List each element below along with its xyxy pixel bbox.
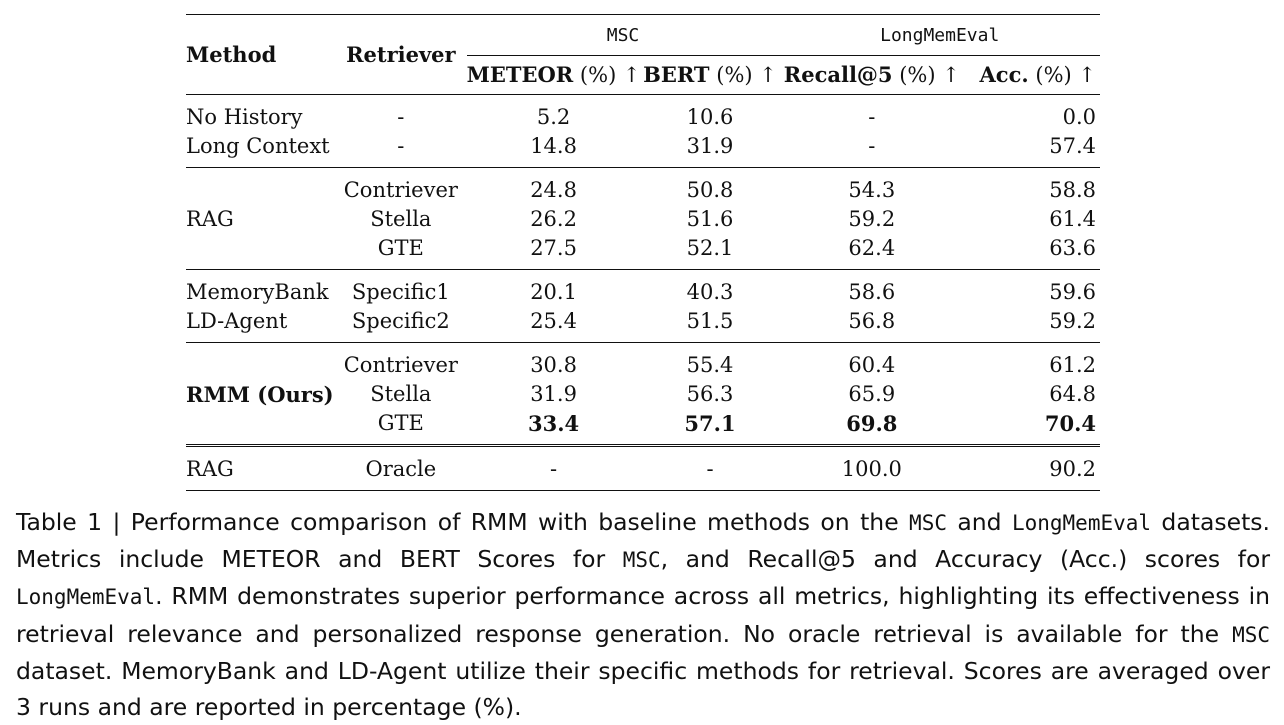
caption-text: datasets. Metrics include METEOR and BERT Scores for — [16, 508, 1270, 574]
header-group-msc: MSC — [467, 15, 780, 56]
cell-bert: - — [641, 446, 780, 491]
cell-meteor: 26.2 — [530, 207, 577, 231]
caption-dataset-msc: MSC — [909, 511, 947, 535]
cell-acc: 63.6 — [1049, 236, 1096, 260]
caption-dataset-longmemeval: LongMemEval — [1011, 511, 1152, 535]
cell-recall: 62.4 — [848, 236, 896, 260]
cell-method: LD-Agent — [186, 309, 288, 333]
caption-dataset-longmemeval: LongMemEval — [16, 585, 156, 610]
table-row — [186, 234, 1100, 270]
cell-meteor: 25.4 — [530, 309, 577, 333]
header-group-longmemeval: LongMemEval — [779, 15, 1100, 56]
table-row — [186, 205, 1100, 234]
cell-retriever: Contriever — [335, 343, 467, 381]
table-row — [186, 343, 1100, 381]
header-method: Method — [186, 15, 335, 95]
cell-recall: 65.9 — [848, 382, 896, 406]
cell-meteor: 27.5 — [530, 236, 577, 260]
caption-text: . RMM demonstrates superior performance across all metrics, highlighting its effectiveness in retrieval relevance and personalized response generation. No oracle retrieval is available for the — [16, 582, 1270, 648]
cell-meteor: 5.2 — [536, 105, 571, 129]
cell-method: No History — [186, 105, 303, 129]
cell-method — [186, 234, 335, 270]
cell-bert: 10.6 — [686, 105, 734, 129]
cell-method: Long Context — [186, 134, 330, 158]
cell-acc: 59.2 — [1049, 309, 1096, 333]
cell-acc: 57.4 — [1049, 134, 1096, 158]
header-retriever: Retriever — [335, 15, 467, 95]
caption-text: Table 1 | Performance comparison of RMM with baseline methods on the — [16, 508, 899, 536]
cell-recall: 56.8 — [848, 309, 896, 333]
header-bert: BERT (%) ↑ — [641, 56, 780, 95]
cell-acc: 58.8 — [964, 168, 1100, 206]
table-caption — [16, 504, 1270, 725]
cell-bert: 51.6 — [686, 207, 734, 231]
cell-acc: 64.8 — [1049, 382, 1096, 406]
cell-method: RAG — [186, 446, 335, 491]
cell-meteor: 31.9 — [530, 382, 577, 406]
cell-retriever: GTE — [377, 236, 424, 260]
cell-meteor: 14.8 — [530, 134, 577, 158]
cell-retriever: GTE — [377, 411, 424, 435]
table-row — [186, 409, 1100, 446]
cell-acc: 61.4 — [1049, 207, 1096, 231]
table-row — [186, 270, 1100, 308]
results-table — [186, 14, 1100, 491]
cell-bert: 55.4 — [641, 343, 780, 381]
cell-retriever: Specific1 — [335, 270, 467, 308]
cell-bert: 52.1 — [686, 236, 734, 260]
cell-retriever: Specific2 — [351, 309, 450, 333]
header-meteor: METEOR (%) ↑ — [467, 56, 641, 95]
cell-retriever: Stella — [370, 382, 432, 406]
cell-method — [186, 409, 335, 446]
cell-method: RAG — [186, 207, 234, 231]
table-row — [186, 95, 1100, 133]
cell-recall: 58.6 — [779, 270, 964, 308]
caption-dataset-msc: MSC — [1232, 622, 1270, 647]
cell-bert: 56.3 — [686, 382, 734, 406]
cell-recall: - — [868, 134, 876, 158]
cell-meteor-best: 33.4 — [527, 411, 580, 436]
cell-acc-best: 70.4 — [1044, 411, 1096, 436]
cell-bert: 51.5 — [686, 309, 734, 333]
header-accuracy: Acc. (%) ↑ — [964, 56, 1100, 95]
caption-text: and — [946, 508, 1012, 536]
cell-bert: 31.9 — [686, 134, 734, 158]
cell-meteor: 30.8 — [467, 343, 641, 381]
cell-acc: 59.6 — [964, 270, 1100, 308]
cell-acc: 90.2 — [964, 446, 1100, 491]
table-row — [186, 132, 1100, 168]
cell-retriever: - — [397, 105, 405, 129]
cell-meteor: 20.1 — [467, 270, 641, 308]
cell-recall: - — [868, 105, 876, 129]
table-row — [186, 168, 1100, 206]
caption-text: dataset. MemoryBank and LD-Agent utilize their specific methods for retrieval. Scores are averaged over 3 runs and are reported in percentage (%). — [16, 656, 1270, 722]
cell-retriever: - — [397, 134, 405, 158]
cell-bert: 40.3 — [641, 270, 780, 308]
caption-text: , and Recall@5 and Accuracy (Acc.) scores for — [660, 545, 1270, 574]
cell-bert: 50.8 — [641, 168, 780, 206]
cell-recall: 60.4 — [779, 343, 964, 381]
cell-meteor: 24.8 — [467, 168, 641, 206]
cell-recall: 54.3 — [779, 168, 964, 206]
cell-method: MemoryBank — [186, 270, 335, 308]
table-row — [186, 446, 1100, 491]
cell-method — [186, 168, 335, 206]
cell-retriever: Stella — [370, 207, 432, 231]
cell-recall: 59.2 — [848, 207, 896, 231]
cell-retriever: Contriever — [335, 168, 467, 206]
cell-meteor: - — [467, 446, 641, 491]
cell-acc: 61.2 — [964, 343, 1100, 381]
cell-retriever: Oracle — [335, 446, 467, 491]
cell-acc: 0.0 — [1062, 105, 1096, 129]
header-recall5: Recall@5 (%) ↑ — [779, 56, 964, 95]
cell-bert-best: 57.1 — [684, 411, 736, 436]
table-row — [186, 307, 1100, 343]
cell-method — [186, 343, 335, 381]
cell-recall: 100.0 — [779, 446, 964, 491]
cell-method: RMM (Ours) — [186, 382, 334, 407]
caption-dataset-msc: MSC — [622, 548, 661, 573]
cell-recall-best: 69.8 — [846, 411, 898, 436]
table-row — [186, 380, 1100, 409]
